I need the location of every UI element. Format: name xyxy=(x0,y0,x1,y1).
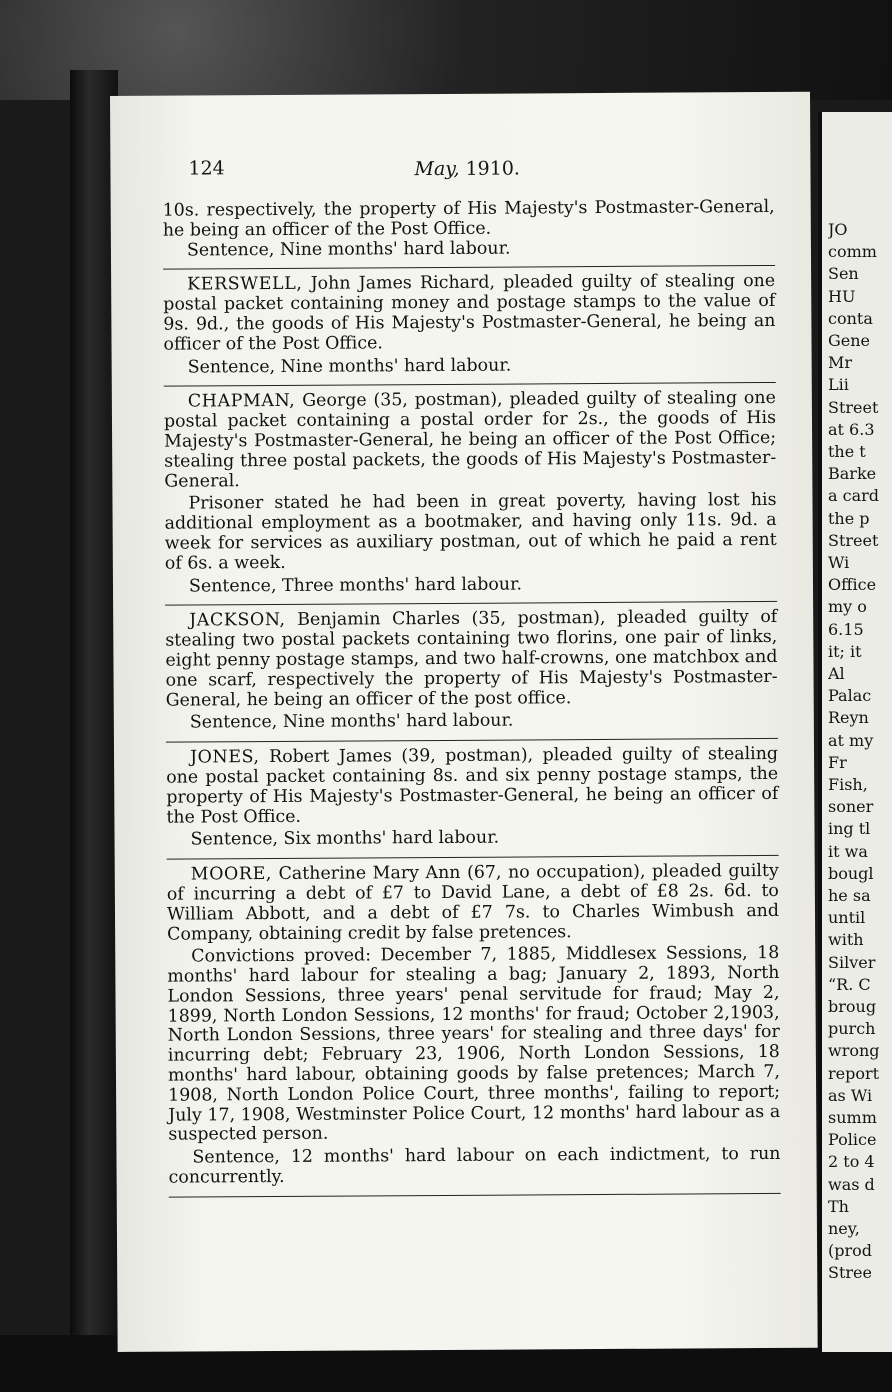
facing-page-fragment: Th xyxy=(828,1196,849,1216)
facing-page-fragment: report xyxy=(828,1063,880,1083)
defendant-surname: JACKSON, xyxy=(189,610,286,631)
page-number: 124 xyxy=(188,157,225,180)
facing-page-fragment: with xyxy=(828,930,864,950)
case-text xyxy=(165,608,778,711)
facing-page-fragment: bougl xyxy=(828,863,874,883)
facing-page-fragment: Reyn xyxy=(828,708,869,728)
facing-page-fragment: at my xyxy=(828,730,874,750)
facing-page-fragment: my o xyxy=(828,597,867,617)
case-description: Benjamin Charles (35, postman), pleaded guilty of stealing two postal packets containing two florins, one pair of links, eight penny postage stamps, and two half-crowns, one matchbox and one scarf, respectively the property of His Majesty's Postmaster-General, he being an officer of the post office. xyxy=(165,607,778,711)
facing-page-fragment: he sa xyxy=(828,886,871,905)
case-text xyxy=(163,272,775,355)
defendant-surname: KERSWELL, xyxy=(187,274,303,295)
facing-page-fragment: Palac xyxy=(828,686,872,706)
facing-page-fragment: soner xyxy=(828,797,874,817)
continuation-entry xyxy=(163,198,775,265)
facing-page-fragment: Office xyxy=(828,575,877,595)
running-date xyxy=(414,157,520,180)
facing-page-fragment: it; it xyxy=(828,641,862,661)
page-body xyxy=(163,198,781,1198)
facing-page-fragment: Sen xyxy=(828,264,859,284)
facing-page-fragment: it wa xyxy=(828,841,868,861)
facing-page-fragment: Lii xyxy=(828,375,849,395)
facing-page-fragment: 2 to 4 xyxy=(828,1152,875,1172)
case-sentence: Sentence, Three months' hard labour. xyxy=(188,574,523,597)
case-text xyxy=(166,745,778,828)
facing-page-fragment: Gene xyxy=(828,331,871,350)
date-month: May, xyxy=(414,157,460,181)
facing-page-fragment: ney, xyxy=(828,1219,860,1238)
facing-page-fragment: Street xyxy=(828,530,879,550)
case-entries xyxy=(163,266,781,1197)
facing-page-fragment: the t xyxy=(828,442,866,461)
case-text xyxy=(167,862,779,945)
facing-page-fragment: a card xyxy=(828,486,880,506)
case-note: Convictions proved: December 7, 1885, Middlesex Sessions, 18 months' hard labour for stealing a bag; January 2, 1893, North London Sessions, three years' penal servitude for fraud; May 2, 1899, North London Sessions, 12 months' for fraud; October 2,1903, North London Sessions, three years' for stealing and three days' for incurring debt; February 23, 1906, North London Sessions, 18 months' hard labour, obtaining goods by false pretences; March 7, 1908, North London Police Court, three months', failing to report; July 17, 1908, Westminster Police Court, 12 months' hard labour as a suspected person. xyxy=(167,943,781,1146)
facing-page-fragment: Mr xyxy=(828,353,853,373)
case-description: Robert James (39, postman), pleaded guilty of stealing one postal packet containing 8s. and six penny postage stamps, the property of His Majesty's Postmaster-General, he being an officer of the Post Office. xyxy=(166,744,779,828)
facing-page-fragment: Wi xyxy=(828,553,850,572)
defendant-surname: JONES, xyxy=(189,747,260,768)
facing-page-fragment: purch xyxy=(828,1019,876,1039)
scan-top-border xyxy=(0,0,892,100)
date-year: 1910. xyxy=(465,157,521,180)
defendant-surname: MOORE, xyxy=(190,864,273,885)
facing-page-fragment: at 6.3 xyxy=(828,419,875,439)
case-entry xyxy=(165,602,778,738)
facing-page xyxy=(818,112,892,1352)
facing-page-fragment: Al xyxy=(828,664,845,683)
case-description: George (35, postman), pleaded guilty of stealing one postal packet containing a postal order for 2s., the goods of His Majesty's Postmaster-General, he being an officer of the Post Office; stealing three postal packets, the goods of His Majesty's Postmaster-General. xyxy=(163,388,777,492)
facing-page-fragment: “R. C xyxy=(828,974,871,994)
facing-page-fragment: comm xyxy=(828,242,877,262)
book-page xyxy=(110,92,818,1352)
facing-page-fragment: was d xyxy=(828,1174,875,1194)
running-header xyxy=(188,154,818,188)
case-entry xyxy=(164,383,777,601)
case-entry xyxy=(163,266,776,382)
facing-page-fragment: as Wi xyxy=(828,1085,873,1105)
facing-page-fragment: summ xyxy=(828,1108,877,1127)
facing-page-fragment: the p xyxy=(828,508,870,528)
case-note: Prisoner stated he had been in great poverty, having lost his additional employment as a bootmaker, and having only 11s. 9d. a week for services as auxiliary postman, out of which he paid a rent of 6s. a week. xyxy=(164,490,777,574)
facing-page-fragment: Street xyxy=(828,397,879,417)
facing-page-fragment: Fr xyxy=(828,752,847,772)
facing-page-fragment: wrong xyxy=(828,1041,880,1061)
continuation-text: 10s. respectively, the property of His Majesty's Postmaster-General, he being an officer of the Post Office. xyxy=(162,196,775,241)
facing-page-fragment: broug xyxy=(828,997,877,1016)
case-description: Catherine Mary Ann (67, no occupation), pleaded guilty of incurring a debt of £7 to David Lane, a debt of £8 2s. 6d. to William Abbott, and a debt of £7 7s. to Charles Wimbush and Company, obtaining credit by false pretences. xyxy=(166,861,780,945)
defendant-surname: CHAPMAN, xyxy=(187,391,296,412)
case-text xyxy=(164,389,777,492)
facing-page-fragment: Barke xyxy=(828,464,877,484)
facing-page-fragment: 6.15 xyxy=(828,619,864,639)
case-sentence: Sentence, Six months' hard labour. xyxy=(190,827,500,850)
case-entry xyxy=(166,739,779,855)
facing-page-fragment: JO xyxy=(828,220,848,239)
facing-page-fragment: ing tl xyxy=(828,819,871,839)
entry-divider xyxy=(169,1193,781,1198)
facing-page-fragment: Stree xyxy=(828,1263,872,1283)
case-sentence: Sentence, Nine months' hard labour. xyxy=(187,355,512,378)
case-entry xyxy=(167,856,781,1192)
continuation-sentence: Sentence, Nine months' hard labour. xyxy=(186,238,511,261)
case-sentence: Sentence, 12 months' hard labour on each indictment, to run concurrently. xyxy=(168,1144,781,1188)
facing-page-fragment: until xyxy=(828,908,866,928)
facing-page-fragment: Police xyxy=(828,1130,877,1150)
facing-page-fragment: Silver xyxy=(828,952,876,972)
facing-page-fragment: (prod xyxy=(828,1241,873,1261)
case-description: John James Richard, pleaded guilty of stealing one postal packet containing money and postage stamps to the value of 9s. 9d., the goods of His Majesty's Postmaster-General, he being an officer of the Post Office. xyxy=(163,271,776,355)
facing-page-fragment: conta xyxy=(828,308,873,328)
case-sentence: Sentence, Nine months' hard labour. xyxy=(189,710,514,733)
facing-page-fragment: Fish, xyxy=(828,775,868,794)
facing-page-fragment: HU xyxy=(828,286,856,306)
